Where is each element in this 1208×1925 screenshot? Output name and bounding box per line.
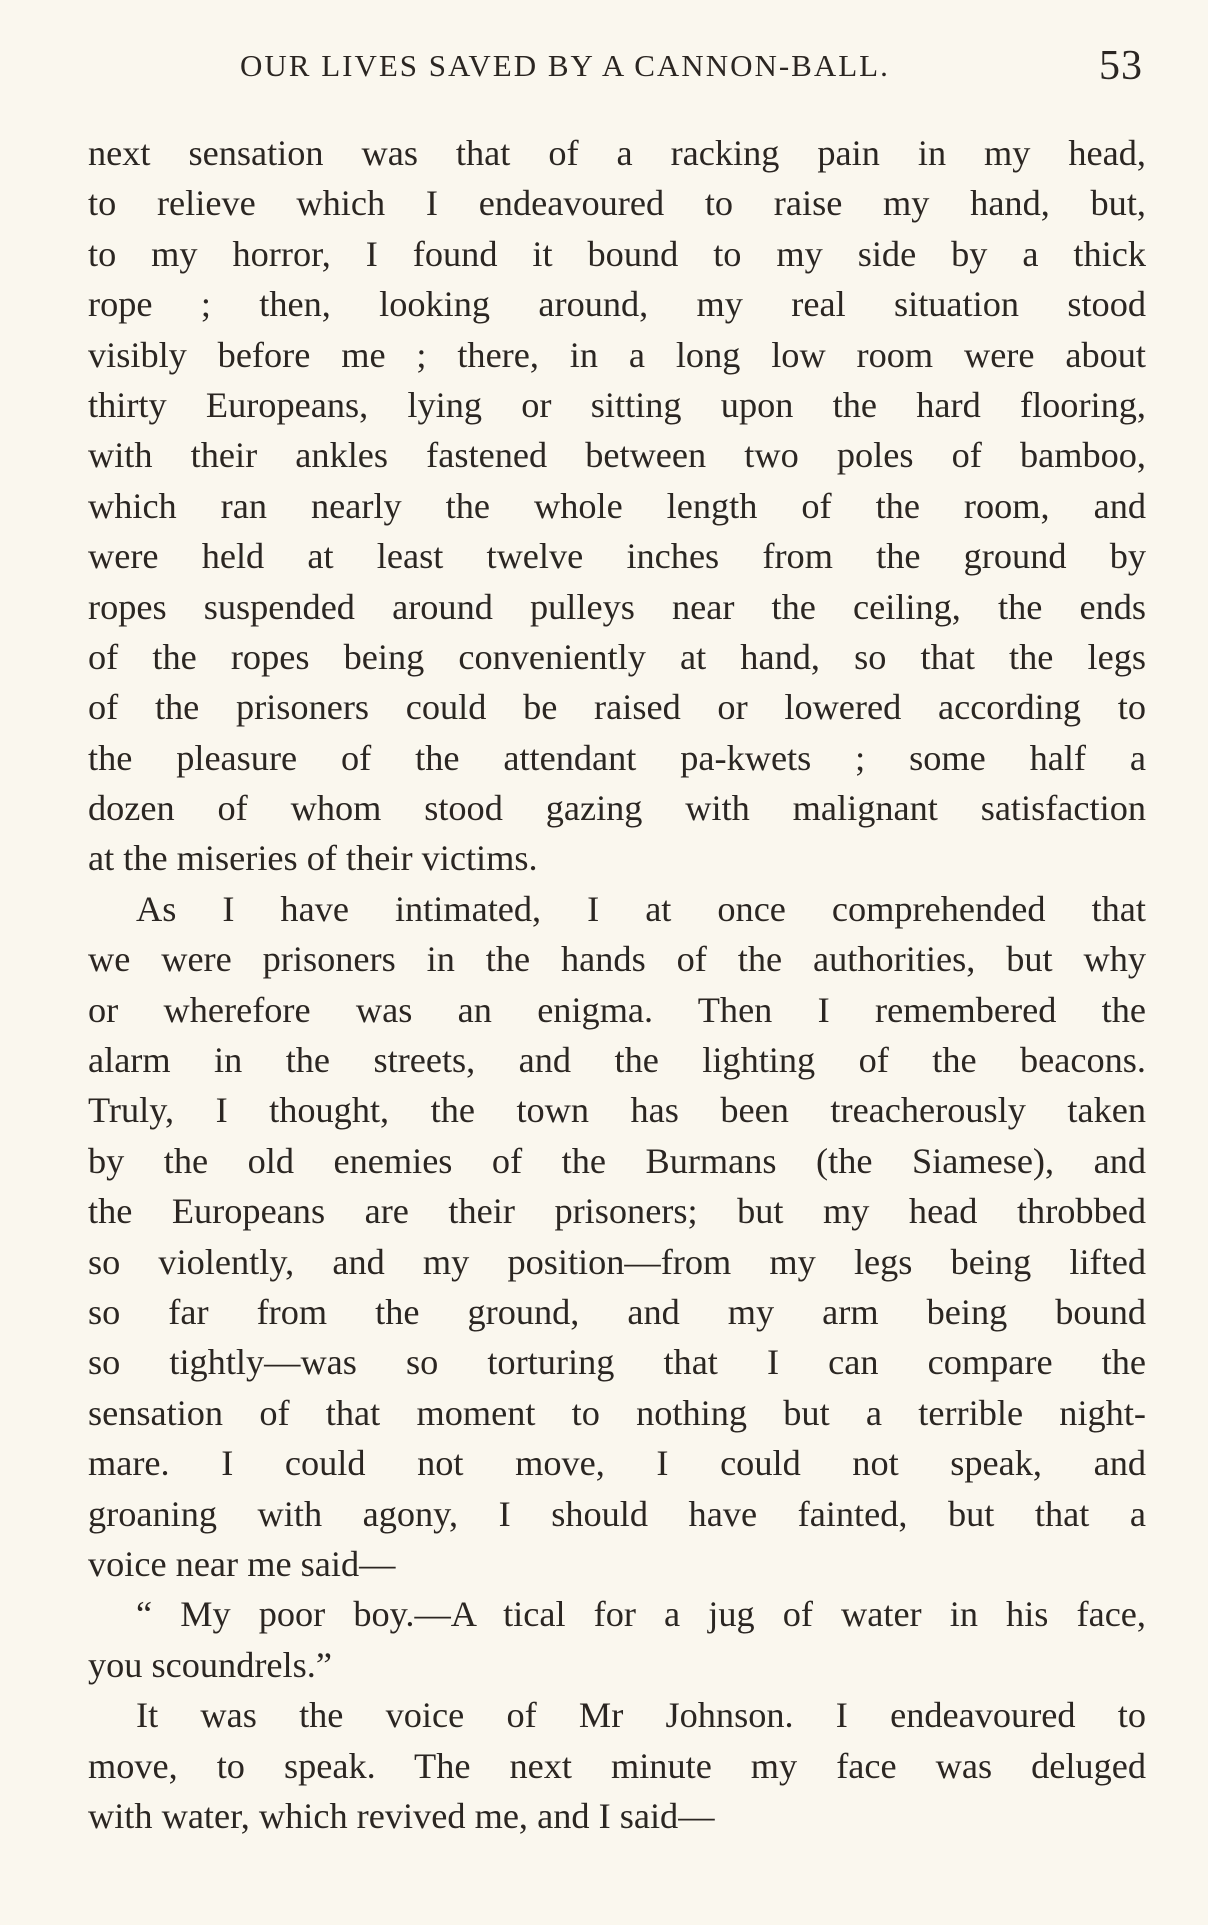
text-line: the Europeans are their prisoners; but my head throbbed [88, 1191, 1146, 1232]
text-line: at the miseries of their victims. [88, 838, 538, 879]
paragraph-start-line: “ My poor boy.—A tical for a jug of water in his face, [136, 1594, 1146, 1635]
text-line: to my horror, I found it bound to my side by a thick [88, 233, 1146, 274]
text-line: with their ankles fastened between two poles of bamboo, [88, 435, 1146, 476]
text-line: visibly before me ; there, in a long low room were about [88, 334, 1146, 375]
text-line: thirty Europeans, lying or sitting upon the hard flooring, [88, 384, 1146, 425]
text-line: mare. I could not move, I could not speak, and [88, 1443, 1146, 1484]
text-line: we were prisoners in the hands of the authorities, but why [88, 939, 1146, 980]
text-line: which ran nearly the whole length of the room, and [88, 485, 1146, 526]
text-line: next sensation was that of a racking pain in my head, [88, 133, 1146, 173]
text-line: by the old enemies of the Burmans (the Siamese), and [88, 1140, 1146, 1181]
running-title: OUR LIVES SAVED BY A CANNON-BALL. [240, 48, 890, 83]
text-line: Truly, I thought, the town has been treacherously taken [88, 1090, 1146, 1131]
running-head [88, 42, 1148, 102]
text-line: dozen of whom stood gazing with malignant satisfaction [88, 788, 1146, 829]
text-line: with water, which revived me, and I said— [88, 1795, 715, 1836]
text-line: so far from the ground, and my arm being bound [88, 1291, 1146, 1332]
text-line: move, to speak. The next minute my face was deluged [88, 1745, 1146, 1786]
body-text [88, 128, 1146, 1841]
text-line: you scoundrels.” [88, 1644, 332, 1685]
text-line: of the ropes being conveniently at hand, so that the legs [88, 636, 1146, 677]
text-line: alarm in the streets, and the lighting of the beacons. [88, 1040, 1146, 1081]
text-line: so tightly—was so torturing that I can compare the [88, 1342, 1146, 1383]
page-number: 53 [1099, 43, 1143, 89]
text-line: ropes suspended around pulleys near the ceiling, the ends [88, 586, 1146, 627]
text-line: sensation of that moment to nothing but a terrible night- [88, 1392, 1146, 1433]
paragraph-start-line: It was the voice of Mr Johnson. I endeavoured to [136, 1695, 1146, 1736]
text-line: to relieve which I endeavoured to raise my hand, but, [88, 183, 1146, 224]
text-line: were held at least twelve inches from the ground by [88, 536, 1146, 577]
paragraph-start-line: As I have intimated, I at once comprehended that [136, 888, 1146, 929]
text-line: so violently, and my position—from my legs being lifted [88, 1241, 1146, 1282]
text-line: or wherefore was an enigma. Then I remembered the [88, 989, 1146, 1030]
text-line: voice near me said— [88, 1543, 396, 1584]
text-line: groaning with agony, I should have fainted, but that a [88, 1493, 1146, 1534]
text-line: of the prisoners could be raised or lowered according to [88, 687, 1146, 728]
text-line: rope ; then, looking around, my real situation stood [88, 284, 1146, 325]
text-line: the pleasure of the attendant pa-kwets ; some half a [88, 737, 1146, 778]
